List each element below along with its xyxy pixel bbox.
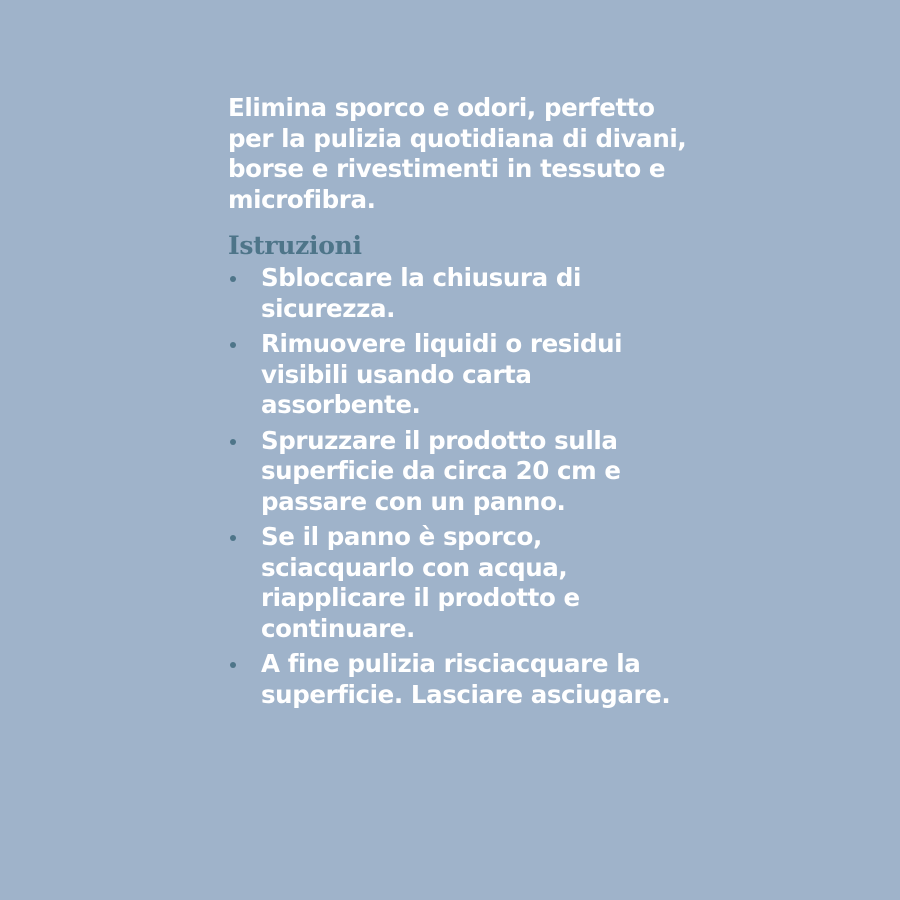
bullet-icon <box>230 662 236 668</box>
bullet-icon <box>230 342 236 348</box>
instruction-step-2 <box>228 329 698 421</box>
product-text-block <box>228 93 698 715</box>
instruction-text: A fine pulizia risciacquare la superficie. Lasciare asciugare. <box>261 649 671 709</box>
instruction-text: Rimuovere liquidi o residui visibili usando carta assorbente. <box>261 329 623 419</box>
bullet-icon <box>230 276 236 282</box>
instruction-step-1 <box>228 263 698 324</box>
instruction-text: Spruzzare il prodotto sulla superficie da circa 20 cm e passare con un panno. <box>261 425 621 516</box>
instruction-text: Sbloccare la chiusura di sicurezza. <box>261 263 581 323</box>
bullet-icon <box>230 535 236 541</box>
instructions-list <box>228 263 698 710</box>
instruction-step-4 <box>228 522 698 644</box>
instructions-heading: Istruzioni <box>228 231 362 260</box>
instruction-step-3 <box>228 426 698 518</box>
instruction-text: Se il panno è sporco, sciacquarlo con acqua, riapplicare il prodotto e continuare. <box>261 522 580 643</box>
product-description: Elimina sporco e odori, perfetto per la pulizia quotidiana di divani, borse e rivestimenti in tessuto e microfibra. <box>228 93 687 214</box>
bullet-icon <box>230 439 236 445</box>
instruction-step-5 <box>228 649 698 710</box>
